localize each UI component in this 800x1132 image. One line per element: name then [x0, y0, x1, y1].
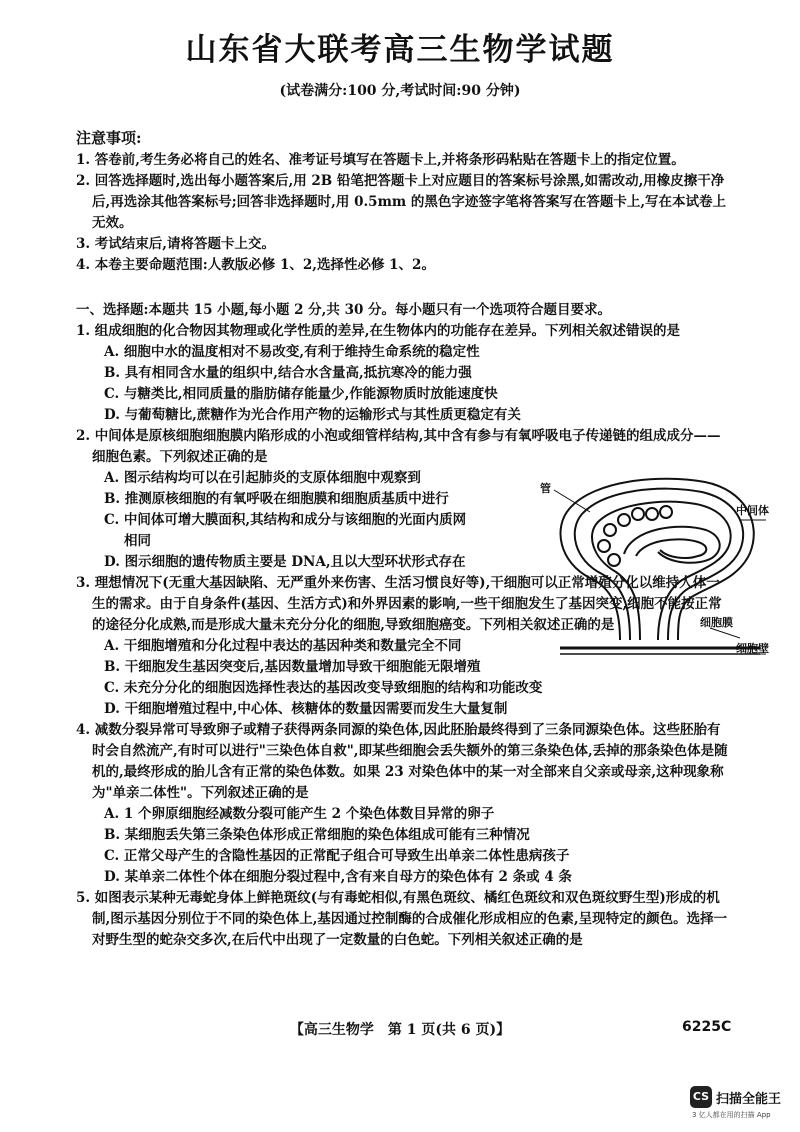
- paper-code: 6225C: [682, 1019, 732, 1035]
- question-2-stem: 2. 中间体是原核细胞细胞膜内陷形成的小泡或细管样结构,其中含有参与有氧呼吸电子传递链的组成成分——细胞色素。下列叙述正确的是: [76, 428, 721, 465]
- question-2-option-b: B. 推测原核细胞的有氧呼吸在细胞膜和细胞质基质中进行: [104, 491, 449, 507]
- question-3-stem: 3. 理想情况下(无重大基因缺陷、无严重外来伤害、生活习惯良好等),干细胞可以正常增殖分化以维持人体一生的需求。由于自身条件(基因、生活方式)和外界因素的影响,一些干细胞发生了基因突变,细胞不能按正常的途径分化成熟,而是形成大量未充分分化的细胞,导致细胞癌变。下列相关叙述正确的是: [76, 575, 722, 633]
- notice-heading: 注意事项:: [76, 129, 142, 147]
- question-4-option-b: B. 某细胞丢失第三条染色体形成正常细胞的染色体组成可能有三种情况: [104, 827, 530, 843]
- question-2-option-a: A. 图示结构均可以在引起肺炎的支原体细胞中观察到: [104, 470, 421, 486]
- watermark-tagline: 3 亿人都在用的扫描 App: [692, 1111, 771, 1119]
- question-1-stem: 1. 组成细胞的化合物因其物理或化学性质的差异,在生物体内的功能存在差异。下列相关叙述错误的是: [76, 323, 680, 339]
- question-2-option-c: C. 中间体可增大膜面积,其结构和成分与该细胞的光面内质网相同: [104, 512, 467, 549]
- notice-item: 2. 回答选择题时,选出每小题答案后,用 2B 铅笔把答题卡上对应题目的答案标号涂黑,如需改动,用橡皮擦干净后,再选涂其他答案标号;回答非选择题时,用 0.5mm 的黑色字迹签字笔将答案写在答题卡上,写在本试卷上无效。: [76, 173, 727, 231]
- mesosome-diagram: [540, 468, 780, 668]
- question-3-option-b: B. 干细胞发生基因突变后,基因数量增加导致干细胞能无限增殖: [104, 659, 481, 675]
- question-1-option-b: B. 具有相同含水量的组织中,结合水含量高,抵抗寒冷的能力强: [104, 365, 472, 381]
- question-5-stem: 5. 如图表示某种无毒蛇身体上鲜艳斑纹(与有毒蛇相似,有黑色斑纹、橘红色斑纹和双色斑纹野生型)形成的机制,图示基因分别位于不同的染色体上,基因通过控制酶的合成催化形成相应的色素,呈现特定的颜色。选择一对野生型的蛇杂交多次,在后代中出现了一定数量的白色蛇。下列相关叙述正确的是: [76, 890, 728, 948]
- page-footer: 【高三生物学 第 1 页(共 6 页)】: [289, 1022, 511, 1038]
- question-4-option-c: C. 正常父母产生的含隐性基因的正常配子组合可导致生出单亲二体性患病孩子: [104, 848, 570, 864]
- question-4-option-d: D. 某单亲二体性个体在细胞分裂过程中,含有来自母方的染色体有 2 条或 4 条: [104, 869, 572, 885]
- question-3-option-a: A. 干细胞增殖和分化过程中表达的基因种类和数量完全不同: [104, 638, 462, 654]
- questions-body: [76, 300, 769, 951]
- page-title: 山东省大联考高三生物学试题: [185, 32, 615, 68]
- question-4-stem: 4. 减数分裂异常可导致卵子或精子获得两条同源的染色体,因此胚胎最终得到了三条同源染色体。这些胚胎有时会自然流产,有时可以进行"三染色体自救",即某些细胞会丢失额外的第三条染色体,丢掉的那条染色体是随机的,最终形成的胎儿含有正常的染色体数。如果 23 对染色体中的某一对全部来自父亲或母亲,这种现象称为"单亲二体性"。下列叙述正确的是: [76, 722, 728, 801]
- figure-label-tube: 管: [540, 482, 551, 495]
- question-1-option-d: D. 与葡萄糖比,蔗糖作为光合作用产物的运输形式与其性质更稳定有关: [104, 407, 521, 423]
- question-1-option-a: A. 细胞中水的温度相对不易改变,有利于维持生命系统的稳定性: [104, 344, 480, 360]
- notice-section: [76, 128, 736, 276]
- exam-info: (试卷满分:100 分,考试时间:90 分钟): [279, 83, 521, 99]
- figure-label-wall: 细胞壁: [736, 642, 769, 655]
- camscanner-logo-icon: CS: [690, 1086, 712, 1108]
- watermark-name: 扫描全能王: [716, 1092, 782, 1107]
- notice-item: 4. 本卷主要命题范围:人教版必修 1、2,选择性必修 1、2。: [76, 257, 435, 273]
- question-4-option-a: A. 1 个卵原细胞经减数分裂可能产生 2 个染色体数目异常的卵子: [104, 806, 495, 822]
- notice-item: 1. 答卷前,考生务必将自己的姓名、准考证号填写在答题卡上,并将条形码粘贴在答题卡上的指定位置。: [76, 152, 685, 168]
- question-3-option-c: C. 未充分分化的细胞因选择性表达的基因改变导致细胞的结构和功能改变: [104, 680, 543, 696]
- figure-label-mesosome: 中间体: [736, 504, 769, 517]
- section-heading: 一、选择题:本题共 15 小题,每小题 2 分,共 30 分。每小题只有一个选项符合题目要求。: [76, 302, 612, 318]
- question-2-option-d: D. 图示细胞的遗传物质主要是 DNA,且以大型环状形式存在: [104, 554, 466, 570]
- notice-item: 3. 考试结束后,请将答题卡上交。: [76, 236, 275, 252]
- question-3-option-d: D. 干细胞增殖过程中,中心体、核糖体的数量因需要而发生大量复制: [104, 701, 508, 717]
- scanner-watermark: [690, 1084, 800, 1124]
- figure-label-membrane: 细胞膜: [700, 616, 733, 629]
- question-1-option-c: C. 与糖类比,相同质量的脂肪储存能量少,作能源物质时放能速度快: [104, 386, 498, 402]
